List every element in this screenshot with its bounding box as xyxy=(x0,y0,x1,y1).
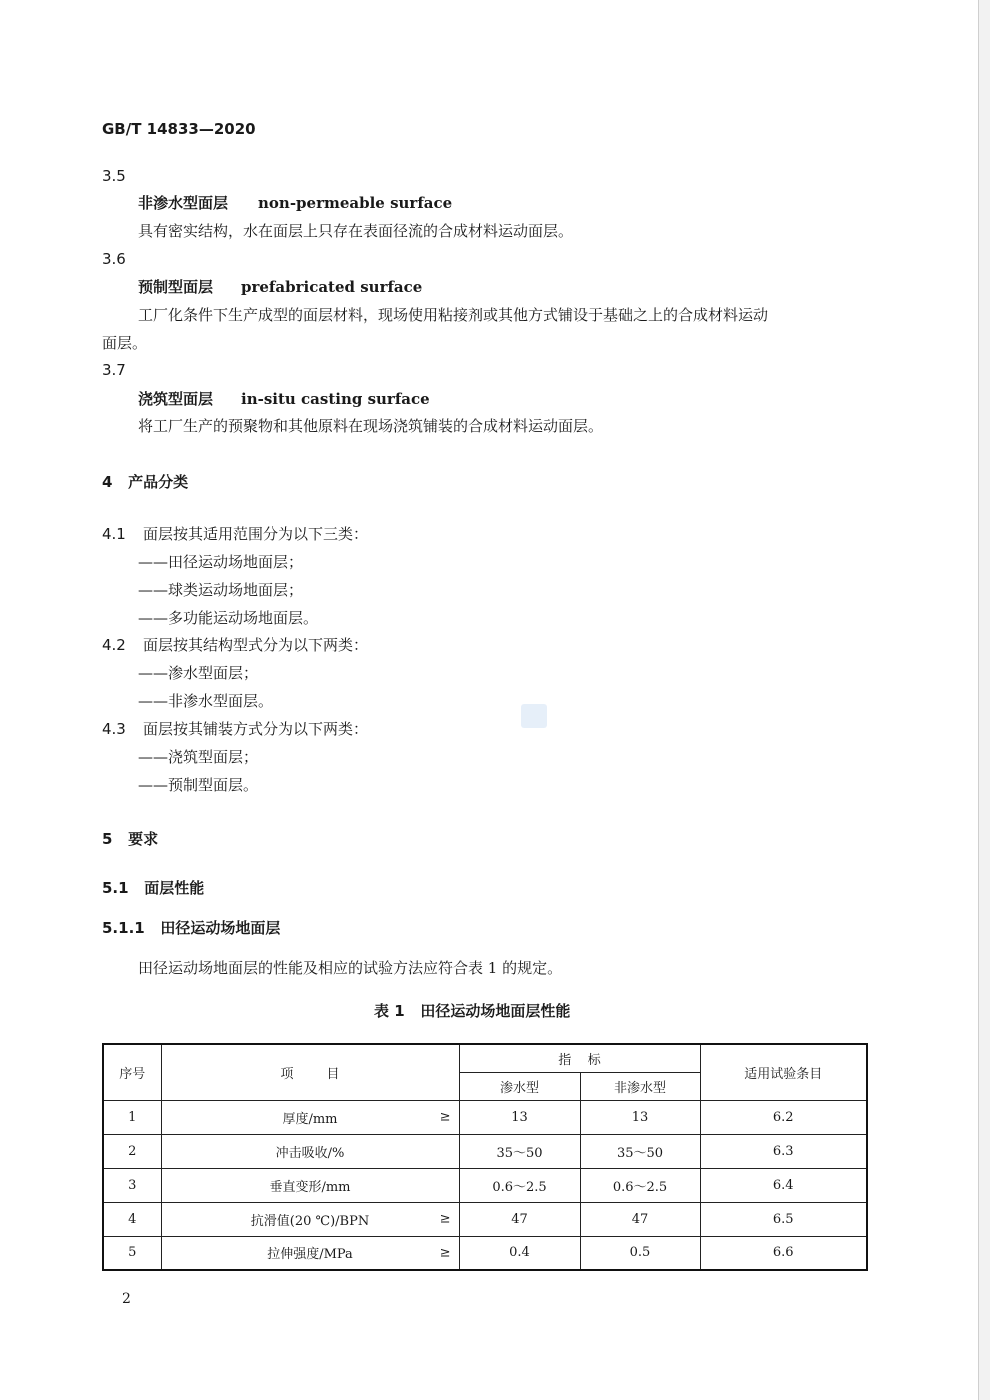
header-permeable: 渗水型 xyxy=(459,1072,580,1100)
term-en: in-situ casting surface xyxy=(241,390,430,408)
cell-permeable: 0.4 xyxy=(459,1236,580,1270)
cell-item xyxy=(161,1202,459,1236)
cell-permeable: 0.6～2.5 xyxy=(459,1168,580,1202)
cell-item xyxy=(161,1236,459,1270)
term-definition-continued: 面层。 xyxy=(102,334,148,352)
clause-number: 4.1 xyxy=(102,525,126,543)
cell-no: 2 xyxy=(103,1134,161,1168)
list-item: ——预制型面层。 xyxy=(138,776,259,794)
cell-no: 5 xyxy=(103,1236,161,1270)
term-zh: 预制型面层 xyxy=(138,278,214,296)
header-index: 指 标 xyxy=(459,1044,700,1072)
cell-nonpermeable: 47 xyxy=(580,1202,700,1236)
term-en: prefabricated surface xyxy=(241,278,423,296)
header-item: 项 目 xyxy=(161,1044,459,1100)
item-label: 冲击吸收/% xyxy=(275,1145,345,1161)
cell-no: 1 xyxy=(103,1100,161,1134)
watermark-logo xyxy=(521,704,547,728)
page-number: 2 xyxy=(122,1291,131,1307)
subsubsection-heading: 5.1.1 田径运动场地面层 xyxy=(102,919,281,937)
term-definition: 将工厂生产的预聚物和其他原料在现场浇筑铺装的合成材料运动面层。 xyxy=(138,417,604,435)
cell-clause: 6.3 xyxy=(700,1134,867,1168)
term-definition: 具有密实结构，水在面层上只存在表面径流的合成材料运动面层。 xyxy=(138,222,574,240)
term-definition: 工厂化条件下生产成型的面层材料，现场使用粘接剂或其他方式铺设于基础之上的合成材料运动 xyxy=(138,306,769,324)
clause-text: 面层按其适用范围分为以下三类： xyxy=(143,525,369,543)
cell-permeable: 47 xyxy=(459,1202,580,1236)
cell-clause: 6.5 xyxy=(700,1202,867,1236)
item-label: 抗滑值(20 ℃)/BPN xyxy=(250,1213,370,1229)
clause-number: 4.2 xyxy=(102,636,126,654)
table-row xyxy=(103,1134,867,1168)
list-item: ——球类运动场地面层； xyxy=(138,581,304,599)
clause-number: 3.7 xyxy=(102,361,126,379)
cell-clause: 6.4 xyxy=(700,1168,867,1202)
list-item: ——多功能运动场地面层。 xyxy=(138,609,319,627)
item-label: 厚度/mm xyxy=(282,1111,338,1127)
cell-no: 4 xyxy=(103,1202,161,1236)
standard-code: GB/T 14833—2020 xyxy=(102,120,256,138)
subsection-heading: 5.1 面层性能 xyxy=(102,879,205,897)
cell-nonpermeable: 13 xyxy=(580,1100,700,1134)
list-item: ——浇筑型面层； xyxy=(138,748,259,766)
term-zh: 浇筑型面层 xyxy=(138,390,214,408)
table-row xyxy=(103,1236,867,1270)
table-row xyxy=(103,1168,867,1202)
cell-item xyxy=(161,1100,459,1134)
table-row xyxy=(103,1202,867,1236)
item-label: 拉伸强度/MPa xyxy=(267,1247,353,1263)
header-clause: 适用试验条目 xyxy=(700,1044,867,1100)
clause-text: 面层按其结构型式分为以下两类： xyxy=(143,636,369,654)
clause-number: 4.3 xyxy=(102,720,126,738)
table-row xyxy=(103,1100,867,1134)
clause-text: 面层按其铺装方式分为以下两类： xyxy=(143,720,369,738)
greater-equal-symbol: ≥ xyxy=(439,1211,451,1227)
cell-item xyxy=(161,1134,459,1168)
cell-permeable: 35～50 xyxy=(459,1134,580,1168)
cell-nonpermeable: 0.5 xyxy=(580,1236,700,1270)
cell-item xyxy=(161,1168,459,1202)
list-item: ——田径运动场地面层； xyxy=(138,553,304,571)
table-caption: 表 1 田径运动场地面层性能 xyxy=(374,1002,571,1020)
section-heading: 4 产品分类 xyxy=(102,473,189,491)
header-nonpermeable: 非渗水型 xyxy=(580,1072,700,1100)
greater-equal-symbol: ≥ xyxy=(439,1245,451,1261)
cell-nonpermeable: 0.6～2.5 xyxy=(580,1168,700,1202)
cell-permeable: 13 xyxy=(459,1100,580,1134)
header-no: 序号 xyxy=(103,1044,161,1100)
list-item: ——渗水型面层； xyxy=(138,664,259,682)
list-item: ——非渗水型面层。 xyxy=(138,692,274,710)
cell-nonpermeable: 35～50 xyxy=(580,1134,700,1168)
section-heading: 5 要求 xyxy=(102,830,159,848)
greater-equal-symbol: ≥ xyxy=(439,1109,451,1125)
term-en: non-permeable surface xyxy=(258,194,453,212)
clause-number: 3.5 xyxy=(102,167,126,185)
cell-no: 3 xyxy=(103,1168,161,1202)
item-label: 垂直变形/mm xyxy=(269,1179,351,1195)
cell-clause: 6.2 xyxy=(700,1100,867,1134)
term-zh: 非渗水型面层 xyxy=(138,194,229,212)
clause-number: 3.6 xyxy=(102,250,126,268)
paragraph: 田径运动场地面层的性能及相应的试验方法应符合表 1 的规定。 xyxy=(138,959,563,977)
cell-clause: 6.6 xyxy=(700,1236,867,1270)
performance-table xyxy=(102,1043,868,1271)
